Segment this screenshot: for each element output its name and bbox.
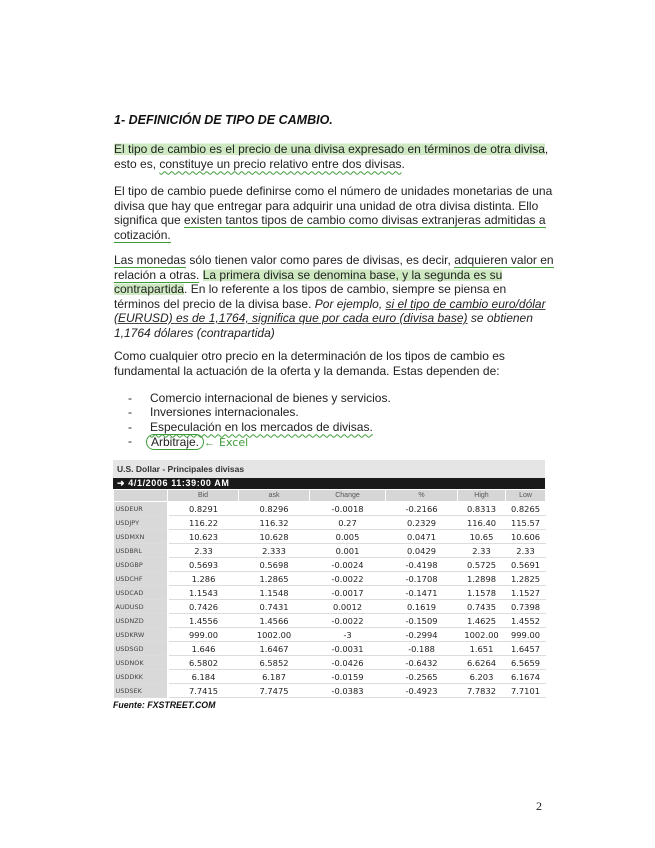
rate-cell: 6.203: [458, 670, 506, 684]
rate-cell: 10.65: [458, 530, 506, 544]
rate-cell: 1.1527: [506, 586, 546, 600]
rate-cell: -0.0018: [310, 502, 386, 516]
rate-cell: -0.2994: [386, 628, 458, 642]
rate-cell: -0.0383: [310, 684, 386, 698]
rate-cell: 0.0471: [386, 530, 458, 544]
rate-cell: 6.5852: [239, 656, 310, 670]
fx-rates-table: [113, 489, 546, 698]
rate-cell: -3: [310, 628, 386, 642]
rate-cell: 1.1578: [458, 586, 506, 600]
table-row: [114, 642, 546, 656]
rate-cell: 6.1674: [506, 670, 546, 684]
rate-cell: 0.0012: [310, 600, 386, 614]
highlighted-text: El tipo de cambio es el precio de una divisa expresado en términos de otra divisa: [114, 142, 545, 156]
list-item-text: Inversiones internacionales.: [150, 405, 299, 420]
column-header: Bid: [168, 490, 239, 502]
rate-cell: 0.7398: [506, 600, 546, 614]
paragraph-supply-demand: Como cualquier otro precio en la determinación de los tipos de cambio es fundamental la actuación de la oferta y la demanda. Estas dependen de:: [114, 349, 505, 378]
rate-cell: 0.8291: [168, 502, 239, 516]
rate-cell: 1.6457: [506, 642, 546, 656]
table-row: [114, 572, 546, 586]
rate-cell: 1.4625: [458, 614, 506, 628]
rate-cell: 1.4566: [239, 614, 310, 628]
table-row: [114, 684, 546, 698]
rate-cell: 7.7415: [168, 684, 239, 698]
arrow-icon: ➜: [117, 478, 126, 488]
rate-cell: -0.0022: [310, 614, 386, 628]
rate-cell: 1.1543: [168, 586, 239, 600]
rate-cell: -0.0426: [310, 656, 386, 670]
fx-rates-table-widget: [113, 460, 545, 710]
list-dash: -: [128, 391, 132, 405]
rate-cell: 116.32: [239, 516, 310, 530]
table-row: [114, 656, 546, 670]
section-heading: 1- DEFINICIÓN DE TIPO DE CAMBIO.: [114, 113, 333, 127]
rate-cell: 0.7426: [168, 600, 239, 614]
currency-pair-cell: USDBRL: [114, 544, 168, 558]
rate-cell: 1.1548: [239, 586, 310, 600]
underlined-text: existen tantos tipos de cambio como divisas extranjeras admitidas a cotización.: [114, 213, 546, 242]
rate-cell: 1.4552: [506, 614, 546, 628]
rate-cell: -0.0031: [310, 642, 386, 656]
fx-table-body: [114, 502, 546, 698]
rate-cell: 2.33: [506, 544, 546, 558]
rate-cell: 1.6467: [239, 642, 310, 656]
currency-pair-cell: USDNOK: [114, 656, 168, 670]
plain-text: sólo tienen valor como pares de divisas, es decir,: [186, 253, 455, 267]
column-header: Change: [310, 490, 386, 502]
rate-cell: 1.651: [458, 642, 506, 656]
rate-cell: 116.22: [168, 516, 239, 530]
plain-text: . En lo referente a los tipos de cambio, siempre se piensa en términos del precio de la divisa base.: [114, 282, 507, 311]
list-dash: -: [128, 405, 132, 420]
rate-cell: -0.1471: [386, 586, 458, 600]
rate-cell: 999.00: [506, 628, 546, 642]
rate-cell: -0.2565: [386, 670, 458, 684]
rate-cell: 999.00: [168, 628, 239, 642]
list-item: [128, 434, 391, 450]
rate-cell: -0.4923: [386, 684, 458, 698]
rate-cell: 1.286: [168, 572, 239, 586]
underlined-text: Las monedas: [114, 253, 187, 267]
rate-cell: -0.2166: [386, 502, 458, 516]
plain-text: , esto es,: [114, 142, 549, 171]
rate-cell: 0.0429: [386, 544, 458, 558]
table-row: [114, 628, 546, 642]
plain-text: El tipo de cambio puede definirse como el número de unidades monetarias de una divisa que hay que entregar para adquirir una unidad de otra divisa distinta. Ello significa que: [114, 184, 553, 227]
column-header: Low: [506, 490, 546, 502]
rate-cell: 7.7832: [458, 684, 506, 698]
list-item: [128, 420, 391, 434]
rate-cell: 7.7101: [506, 684, 546, 698]
rate-cell: -0.1708: [386, 572, 458, 586]
italic-text: Por ejemplo,: [314, 296, 386, 311]
rate-cell: 115.57: [506, 516, 546, 530]
rate-cell: 0.005: [310, 530, 386, 544]
table-row: [114, 600, 546, 614]
circled-list-item-text: Arbitraje.: [146, 434, 204, 450]
rate-cell: 1002.00: [239, 628, 310, 642]
currency-pair-cell: USDKRW: [114, 628, 168, 642]
fx-source: Fuente: FXSTREET.COM: [113, 700, 216, 710]
handwritten-arrow-icon: ←: [204, 436, 216, 449]
rate-cell: 0.7435: [458, 600, 506, 614]
currency-pair-cell: USDNZD: [114, 614, 168, 628]
rate-cell: 0.8313: [458, 502, 506, 516]
italic-text: se obtienen 1,1764 dólares (contrapartida): [114, 311, 533, 340]
rate-cell: 6.6264: [458, 656, 506, 670]
factor-list: [128, 391, 391, 450]
list-item: [128, 405, 391, 419]
currency-pair-cell: USDJPY: [114, 516, 168, 530]
fx-table-title: U.S. Dollar - Principales divisas: [113, 460, 545, 478]
page-number: 2: [536, 799, 542, 813]
rate-cell: 1.2865: [239, 572, 310, 586]
currency-pair-cell: USDCHF: [114, 572, 168, 586]
list-item-text: Especulación en los mercados de divisas.: [150, 419, 373, 434]
rate-cell: 7.7475: [239, 684, 310, 698]
rate-cell: 6.184: [168, 670, 239, 684]
table-row: [114, 558, 546, 572]
rate-cell: 0.8296: [239, 502, 310, 516]
rate-cell: 116.40: [458, 516, 506, 530]
rate-cell: 0.8265: [506, 502, 546, 516]
rate-cell: 10.628: [239, 530, 310, 544]
table-row: [114, 516, 546, 530]
rate-cell: 0.001: [310, 544, 386, 558]
rate-cell: 2.33: [458, 544, 506, 558]
currency-pair-cell: USDEUR: [114, 502, 168, 516]
list-item: [128, 391, 391, 405]
column-header: [114, 490, 168, 502]
plain-text: .: [401, 156, 405, 171]
currency-pair-cell: USDMXN: [114, 530, 168, 544]
table-header-row: [114, 490, 546, 502]
rate-cell: -0.6432: [386, 656, 458, 670]
rate-cell: 0.5691: [506, 558, 546, 572]
rate-cell: 1002.00: [458, 628, 506, 642]
rate-cell: 2.33: [168, 544, 239, 558]
paragraph-pairs: [114, 253, 554, 340]
table-row: [114, 530, 546, 544]
rate-cell: 0.5725: [458, 558, 506, 572]
currency-pair-cell: USDSGD: [114, 642, 168, 656]
underlined-text: adquieren valor en relación a otras.: [114, 253, 554, 282]
currency-pair-cell: USDCAD: [114, 586, 168, 600]
fx-date: 4/1/2006 11:39:00 AM: [128, 478, 230, 488]
list-item-text: Comercio internacional de bienes y servicios.: [150, 391, 391, 405]
rate-cell: -0.4198: [386, 558, 458, 572]
rate-cell: 0.5693: [168, 558, 239, 572]
italic-underlined-text: si el tipo de cambio euro/dólar (EURUSD) es de 1,1764, significa que por cada euro (divisa base): [114, 296, 546, 325]
rate-cell: 1.4556: [168, 614, 239, 628]
table-row: [114, 670, 546, 684]
currency-pair-cell: USDDKK: [114, 670, 168, 684]
currency-pair-cell: USDGBP: [114, 558, 168, 572]
table-row: [114, 586, 546, 600]
rate-cell: 0.7431: [239, 600, 310, 614]
highlighted-text: La primera divisa se denomina base, y la segunda es su contrapartida: [114, 267, 503, 296]
table-row: [114, 614, 546, 628]
fx-date-bar: [113, 478, 545, 489]
rate-cell: 6.187: [239, 670, 310, 684]
rate-cell: 10.623: [168, 530, 239, 544]
wavy-underlined-text: constituye un precio relativo entre dos divisas: [159, 156, 402, 171]
rate-cell: 2.333: [239, 544, 310, 558]
paragraph-definition: [114, 142, 554, 171]
table-row: [114, 502, 546, 516]
rate-cell: -0.0159: [310, 670, 386, 684]
rate-cell: -0.0024: [310, 558, 386, 572]
rate-cell: -0.0017: [310, 586, 386, 600]
rate-cell: 1.646: [168, 642, 239, 656]
list-dash: -: [128, 433, 132, 448]
rate-cell: 6.5659: [506, 656, 546, 670]
rate-cell: 0.5698: [239, 558, 310, 572]
rate-cell: 0.1619: [386, 600, 458, 614]
column-header: High: [458, 490, 506, 502]
currency-pair-cell: USDSEK: [114, 684, 168, 698]
rate-cell: 0.2329: [386, 516, 458, 530]
rate-cell: 0.27: [310, 516, 386, 530]
table-row: [114, 544, 546, 558]
rate-cell: 1.2898: [458, 572, 506, 586]
rate-cell: 1.2825: [506, 572, 546, 586]
column-header: ask: [239, 490, 310, 502]
list-dash: -: [128, 419, 132, 434]
rate-cell: -0.188: [386, 642, 458, 656]
column-header: %: [386, 490, 458, 502]
handwritten-excel-note: Excel: [219, 435, 249, 449]
rate-cell: 6.5802: [168, 656, 239, 670]
paragraph-units: [114, 184, 554, 242]
rate-cell: -0.1509: [386, 614, 458, 628]
currency-pair-cell: AUDUSD: [114, 600, 168, 614]
rate-cell: -0.0022: [310, 572, 386, 586]
rate-cell: 10.606: [506, 530, 546, 544]
